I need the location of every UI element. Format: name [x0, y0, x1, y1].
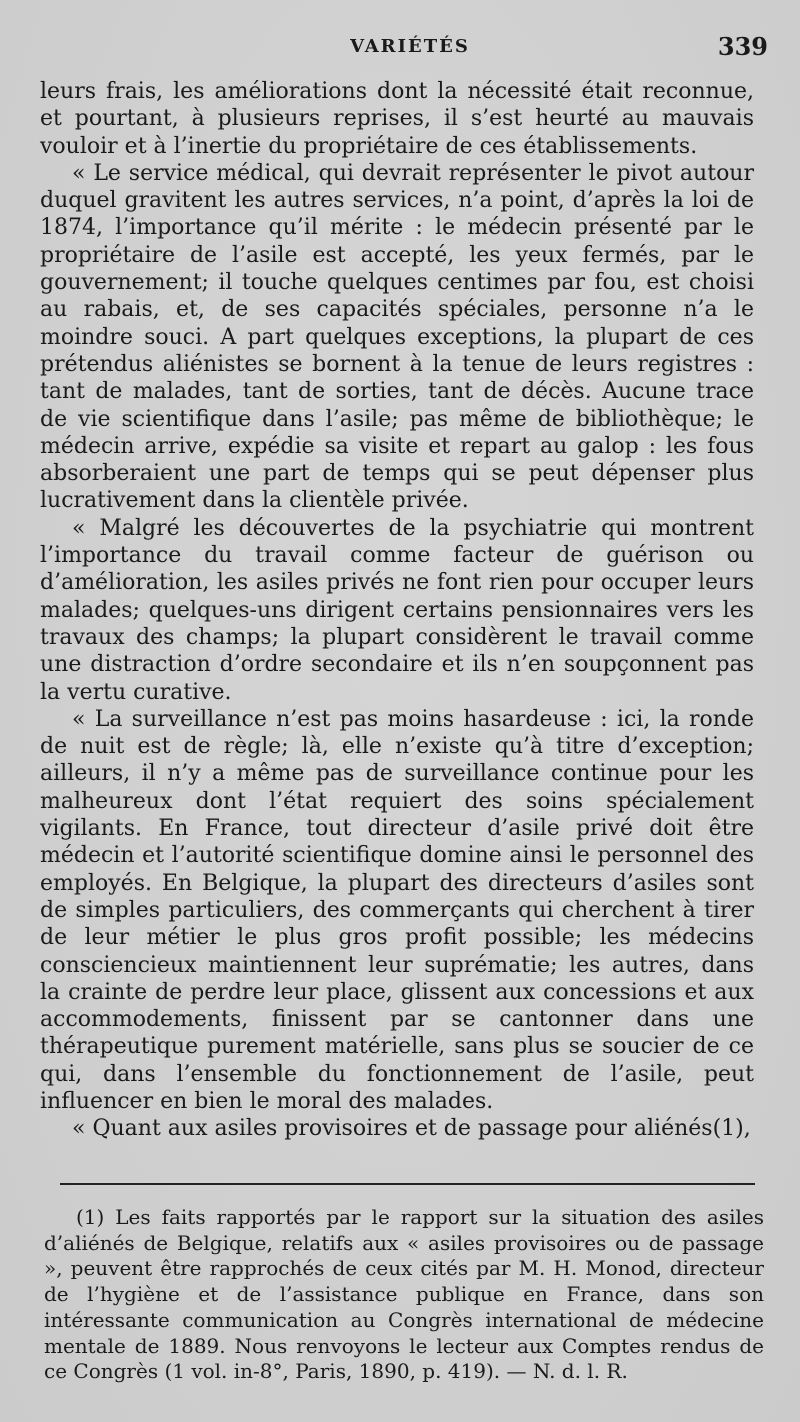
footnote-rule	[60, 1183, 755, 1185]
footnote-text: (1) Les faits rapportés par le rapport sur la situation des asiles d’aliénés de Belgique, relatifs aux « asiles provisoires ou de passage », peuvent être rapprochés de ceux cités par M. H. Monod, directeur de l’hygiène et de l’assistance publique en France, dans son intéressante communication au Congrès international de médecine mentale de 1889. Nous renvoyons le lecteur aux Comptes rendus de ce Congrès (1 vol. in-8°, Paris, 1890, p. 419). — N. d. l. R.	[44, 1205, 764, 1384]
running-head	[40, 32, 780, 66]
paragraph-provisional-asylums: « Quant aux asiles provisoires et de passage pour aliénés(1),	[72, 1116, 751, 1142]
paragraph-continuation: leurs frais, les améliorations dont la nécessité était reconnue, et pourtant, à plusieurs reprises, il s’est heurté au mauvais vouloir et à l’inertie du propriétaire de ces établissements.	[40, 79, 754, 159]
body-text	[40, 78, 754, 1143]
running-title: VARIÉTÉS	[350, 36, 470, 57]
paragraph-work-therapy: « Malgré les découvertes de la psychiatrie qui montrent l’importance du travail comme facteur de guérison ou d’amélioration, les asiles privés ne font rien pour occuper leurs malades; quelques-uns dirigent certains pensionnaires vers les travaux des champs; la plupart considèrent le travail comme une distraction d’ordre secondaire et ils n’en soupçonnent pas la vertu curative.	[40, 515, 754, 705]
paragraph-surveillance: « La surveillance n’est pas moins hasardeuse : ici, la ronde de nuit est de règle; là, elle n’existe qu’à titre d’exception; ailleurs, il n’y a même pas de surveillance continue pour les malheureux dont l’état requiert des soins spécialement vigilants. En France, tout directeur d’asile privé doit être médecin et l’autorité scientifique domine ainsi le personnel des employés. En Belgique, la plupart des directeurs d’asiles sont de simples particuliers, des commerçants qui cherchent à tirer de leur métier le plus gros profit possible; les médecins consciencieux maintiennent leur suprématie; les autres, dans la crainte de perdre leur place, glissent aux concessions et aux accommodements, finissent par se cantonner dans une thérapeutique purement matérielle, sans plus se soucier de ce qui, dans l’ensemble du fonctionnement de l’asile, peut influencer en bien le moral des malades.	[40, 706, 754, 1114]
paragraph-medical-service: « Le service médical, qui devrait représenter le pivot autour duquel gravitent les autres services, n’a point, d’après la loi de 1874, l’importance qu’il mérite : le médecin présenté par le propriétaire de l’asile est accepté, les yeux fermés, par le gouvernement; il touche quelques centimes par fou, est choisi au rabais, et, de ses capacités spéciales, personne n’a le moindre souci. A part quelques exceptions, la plupart de ces prétendus aliénistes se bornent à la tenue de leurs registres : tant de malades, tant de sorties, tant de décès. Aucune trace de vie scientifique dans l’asile; pas même de bibliothèque; le médecin arrive, expédie sa visite et repart au galop : les fous absorberaient une part de temps qui se peut dépenser plus lucrativement dans la clientèle privée.	[40, 160, 754, 514]
page-number: 339	[717, 32, 768, 61]
footnote	[44, 1205, 764, 1385]
